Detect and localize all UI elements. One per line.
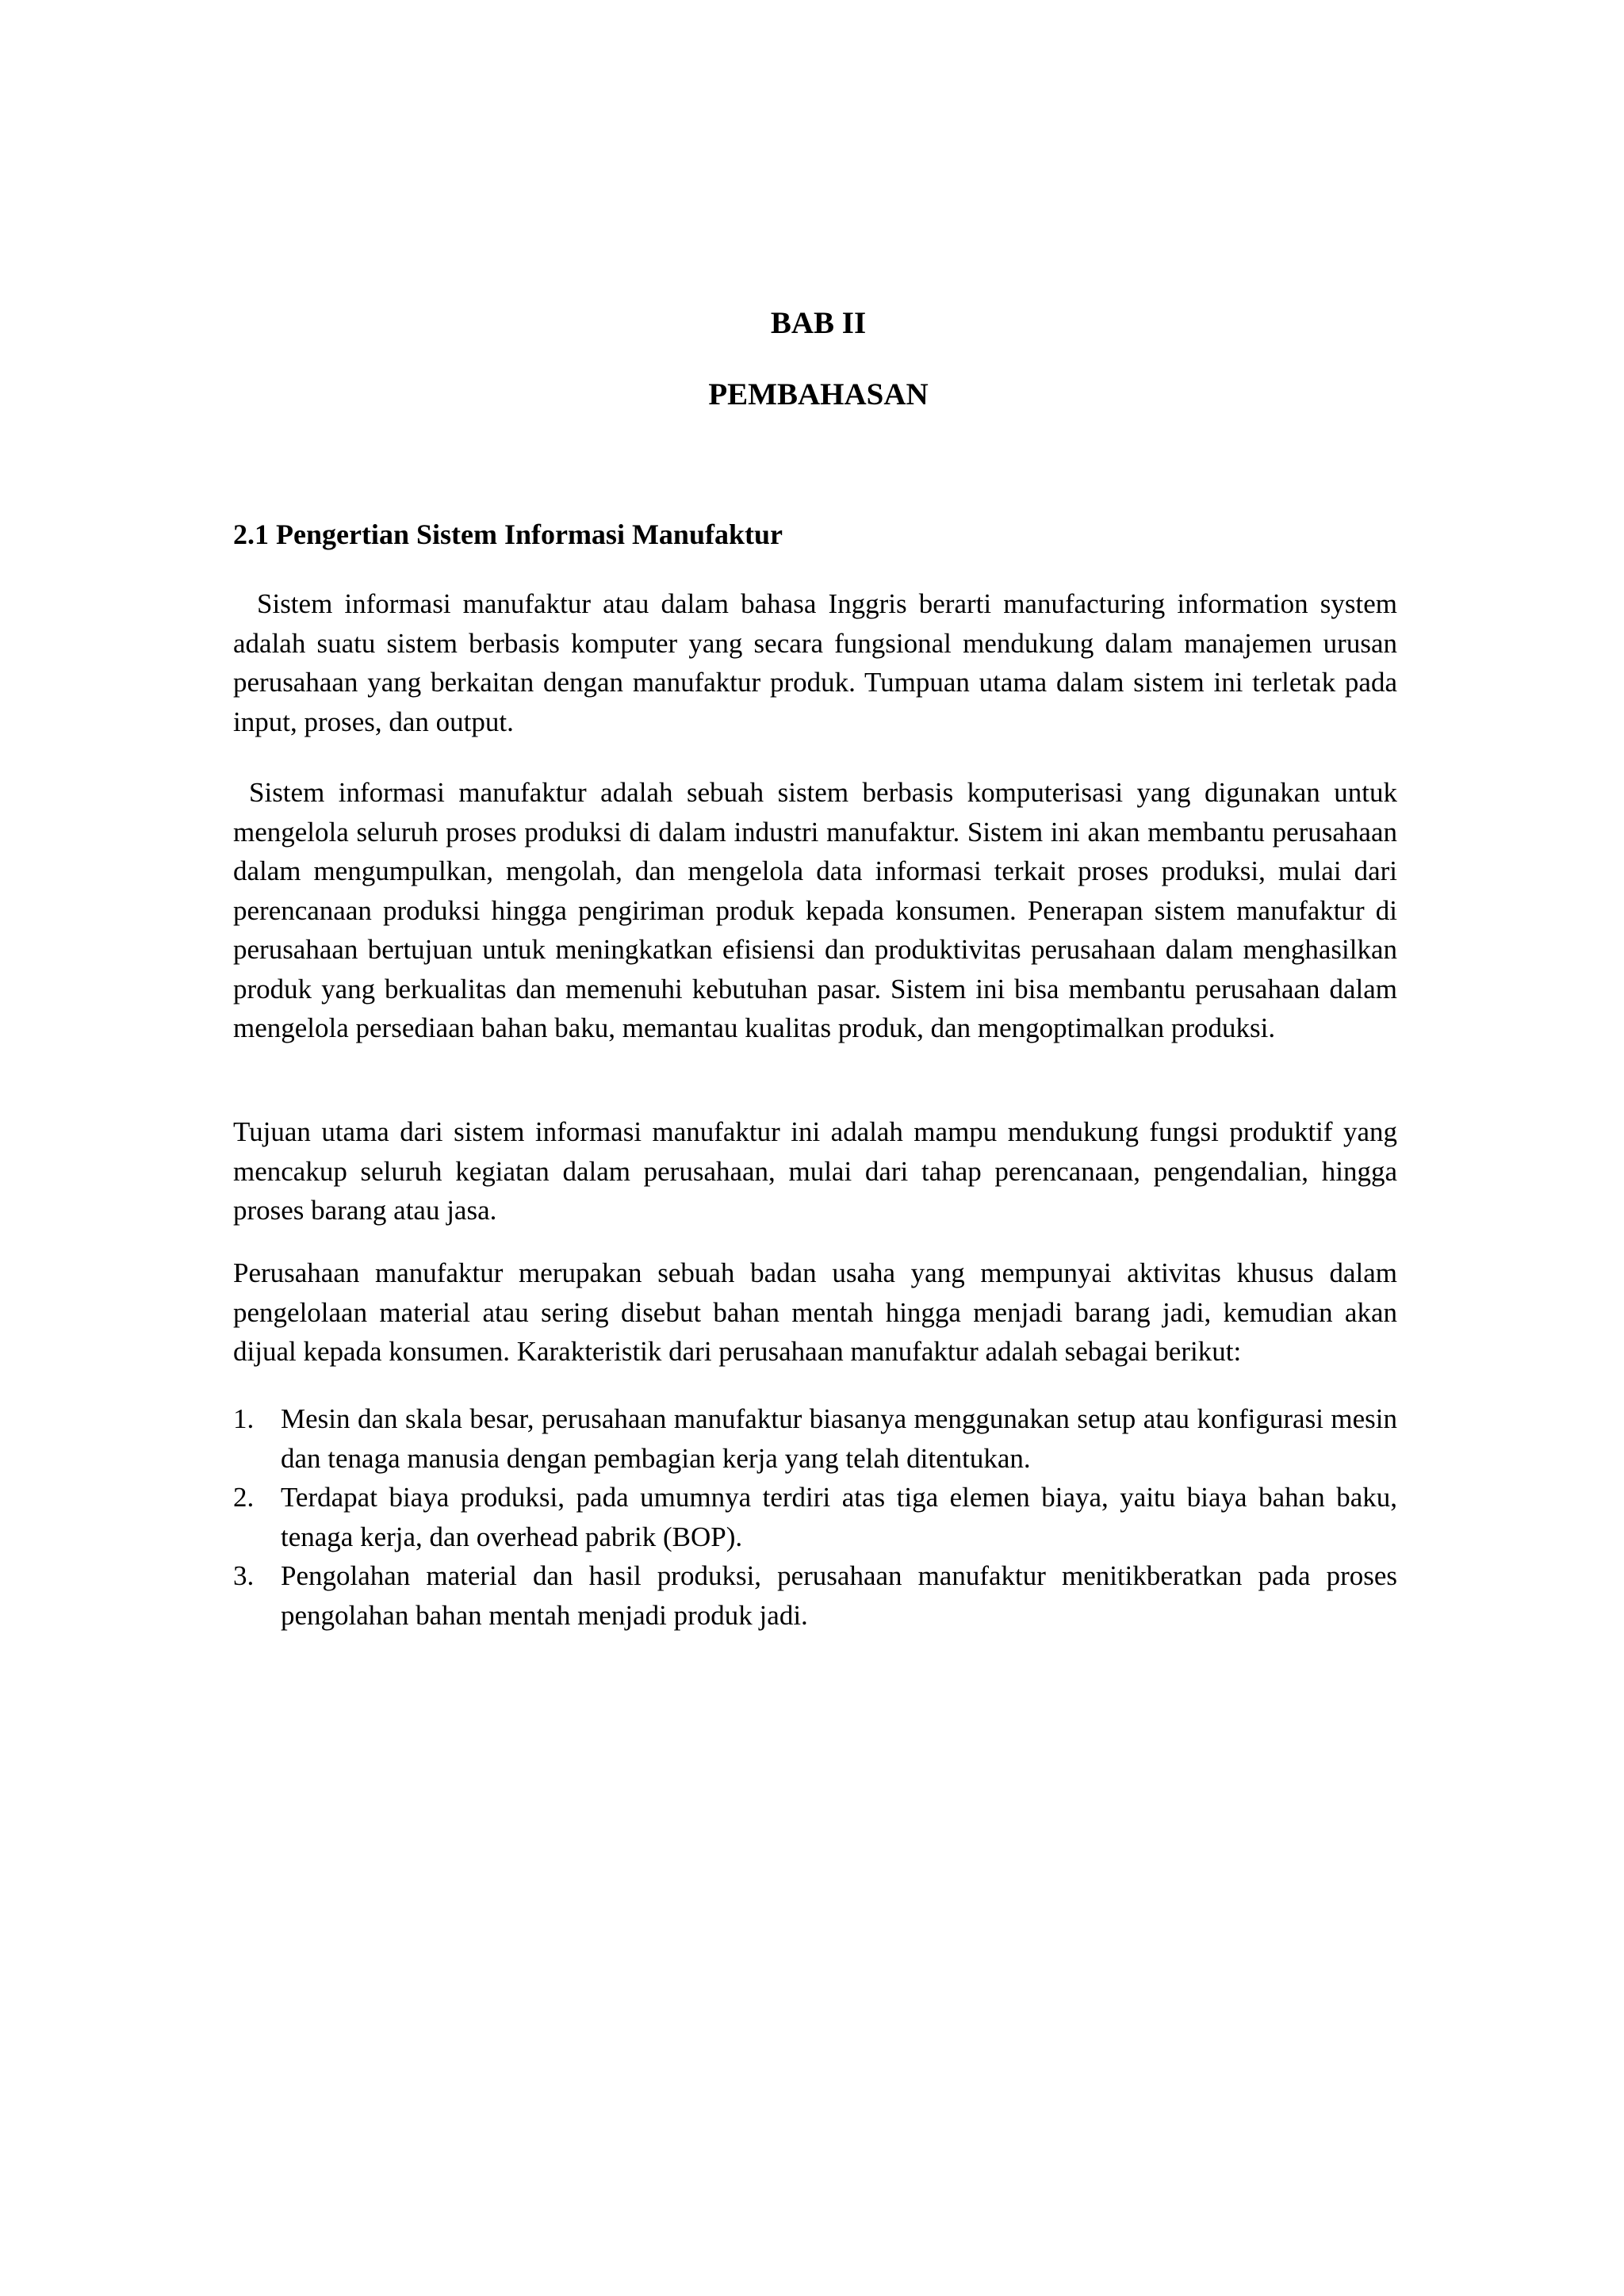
characteristics-list [233,1399,1397,1635]
paragraph-definition: Sistem informasi manufaktur atau dalam bahasa Inggris berarti manufacturing information system adalah suatu sistem berbasis komputer yang secara fungsional mendukung dalam manajemen urusan perusahaan yang berkaitan dengan manufaktur produk. Tumpuan utama dalam sistem ini terletak pada input, proses, dan output. [233,588,1397,737]
list-item-text: Pengolahan material dan hasil produksi, perusahaan manufaktur menitikberatkan pada proses pengolahan bahan mentah menjadi produk jadi. [281,1560,1397,1631]
list-item-text: Mesin dan skala besar, perusahaan manufaktur biasanya menggunakan setup atau konfigurasi mesin dan tenaga manusia dengan pembagian kerja yang telah ditentukan. [281,1403,1397,1474]
paragraph-description: Sistem informasi manufaktur adalah sebuah sistem berbasis komputerisasi yang digunakan untuk mengelola seluruh proses produksi di dalam industri manufaktur. Sistem ini akan membantu perusahaan dalam mengumpulkan, mengolah, dan mengelola data informasi terkait proses produksi, mulai dari perencanaan produksi hingga pengiriman produk kepada konsumen. Penerapan sistem manufaktur di perusahaan bertujuan untuk meningkatkan efisiensi dan produktivitas perusahaan dalam menghasilkan produk yang berkualitas dan memenuhi kebutuhan pasar. Sistem ini bisa membantu perusahaan dalam mengelola persediaan bahan baku, memantau kualitas produk, dan mengoptimalkan produksi. [233,777,1397,1043]
list-item-number: 2. [233,1482,255,1513]
list-item [233,1399,1397,1478]
section-heading: 2.1 Pengertian Sistem Informasi Manufaktur [233,519,783,550]
list-item [233,1556,1397,1635]
chapter-title: PEMBAHASAN [708,377,929,411]
paragraph-manufacturing-company: Perusahaan manufaktur merupakan sebuah badan usaha yang mempunyai aktivitas khusus dalam pengelolaan material atau sering disebut bahan mentah hingga menjadi barang jadi, kemudian akan dijual kepada konsumen. Karakteristik dari perusahaan manufaktur adalah sebagai berikut: [233,1257,1397,1367]
paragraph-objective: Tujuan utama dari sistem informasi manufaktur ini adalah mampu mendukung fungsi produktif yang mencakup seluruh kegiatan dalam perusahaan, mulai dari tahap perencanaan, pengendalian, hingga proses barang atau jasa. [233,1116,1397,1226]
list-item-text: Terdapat biaya produksi, pada umumnya terdiri atas tiga elemen biaya, yaitu biaya bahan baku, tenaga kerja, dan overhead pabrik (BOP). [281,1482,1397,1552]
list-item-number: 3. [233,1560,255,1591]
list-item-number: 1. [233,1403,255,1434]
list-item [233,1478,1397,1556]
chapter-number: BAB II [770,306,867,340]
